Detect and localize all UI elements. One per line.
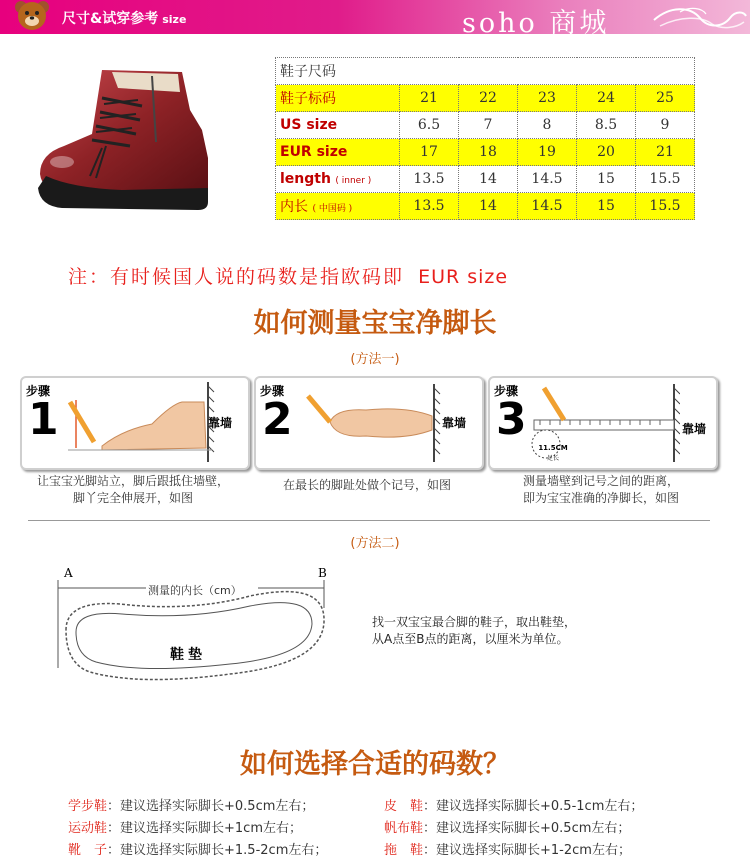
table-row <box>276 166 695 193</box>
wall-label: 靠墙 <box>442 416 467 430</box>
brand-name: soho 商城 <box>462 8 610 39</box>
size-table <box>275 57 695 220</box>
ruler-note: 足长 <box>546 455 559 462</box>
table-cell: 14.5 <box>518 193 577 220</box>
step-3-caption: 测量墙壁到记号之间的距离， 即为宝宝准确的净脚长，如图 <box>522 474 679 505</box>
step-label: 步骤 <box>26 384 51 398</box>
table-cell: 9 <box>636 112 695 139</box>
step-number: 3 <box>496 394 527 445</box>
step-2-panel <box>254 376 484 470</box>
wall-label: 靠墙 <box>208 416 233 430</box>
table-cell: 17 <box>400 139 459 166</box>
list-item: 运动鞋：建议选择实际脚长+1cm左右； <box>68 821 302 836</box>
table-cell: 25 <box>636 85 695 112</box>
eur-size-note: 注：有时候国人说的码数是指欧码即 EUR size <box>68 266 509 288</box>
boot-product-image <box>32 58 222 218</box>
row-label: length ( inner ) <box>276 166 400 193</box>
recommendation-list-left <box>68 796 327 862</box>
table-cell: 21 <box>636 139 695 166</box>
table-cell: 19 <box>518 139 577 166</box>
step-label: 步骤 <box>260 384 285 398</box>
page-title: 尺寸&试穿参考 size <box>62 11 187 27</box>
table-cell: 24 <box>577 85 636 112</box>
size-table-title: 鞋子尺码 <box>276 58 695 85</box>
table-cell: 13.5 <box>400 193 459 220</box>
wall-label: 靠墙 <box>682 422 707 436</box>
table-cell: 15 <box>577 193 636 220</box>
table-row <box>276 85 695 112</box>
table-cell: 15.5 <box>636 166 695 193</box>
table-cell: 6.5 <box>400 112 459 139</box>
step-2-caption: 在最长的脚趾处做个记号，如图 <box>282 478 451 492</box>
list-item: 学步鞋：建议选择实际脚长+0.5cm左右； <box>68 799 315 814</box>
foot-wall-illustration <box>62 382 232 464</box>
size-table-title-row <box>276 58 695 85</box>
table-row <box>276 139 695 166</box>
swirl-decoration-icon <box>650 2 748 32</box>
list-item: 靴 子：建议选择实际脚长+1.5-2cm左右； <box>68 843 328 858</box>
table-cell: 7 <box>459 112 518 139</box>
table-cell: 14 <box>459 166 518 193</box>
table-cell: 14 <box>459 193 518 220</box>
row-label: 内长 ( 中国码 ) <box>276 193 400 220</box>
section-divider <box>28 520 710 521</box>
insole-instructions: 找一双宝宝最合脚的鞋子，取出鞋垫， 从A点至B点的距离，以厘米为单位。 <box>372 615 577 646</box>
method-two-label: (方法二) <box>350 536 400 551</box>
table-row <box>276 112 695 139</box>
choose-size-heading: 如何选择合适的码数？ <box>240 749 510 780</box>
step-3-panel <box>488 376 718 470</box>
ruler-value: 11.5CM <box>538 444 568 452</box>
table-row <box>276 193 695 220</box>
step-number: 2 <box>262 394 293 445</box>
measure-heading: 如何测量宝宝净脚长 <box>253 308 497 339</box>
list-item: 拖 鞋：建议选择实际脚长+1-2cm左右； <box>384 843 631 858</box>
method-one-label: (方法一) <box>350 352 400 367</box>
row-label: 鞋子标码 <box>276 85 400 112</box>
row-label: EUR size <box>276 139 400 166</box>
table-cell: 15.5 <box>636 193 695 220</box>
table-cell: 22 <box>459 85 518 112</box>
table-cell: 23 <box>518 85 577 112</box>
list-item: 帆布鞋：建议选择实际脚长+0.5cm左右； <box>384 821 631 836</box>
table-cell: 8.5 <box>577 112 636 139</box>
point-b-label: B <box>318 566 327 580</box>
insole-label: 鞋垫 <box>170 647 206 663</box>
table-cell: 15 <box>577 166 636 193</box>
foot-mark-illustration <box>296 382 466 464</box>
table-cell: 20 <box>577 139 636 166</box>
table-cell: 13.5 <box>400 166 459 193</box>
table-cell: 21 <box>400 85 459 112</box>
step-1-caption: 让宝宝光脚站立，脚后跟抵住墙壁， 脚丫完全伸展开，如图 <box>36 474 229 505</box>
table-cell: 18 <box>459 139 518 166</box>
step-number: 1 <box>28 394 59 445</box>
point-a-label: A <box>64 566 73 580</box>
insole-dimension-label: 测量的内长（cm） <box>148 584 242 597</box>
recommendation-list-right <box>384 796 643 862</box>
step-1-panel <box>20 376 250 470</box>
table-cell: 8 <box>518 112 577 139</box>
bear-logo-icon <box>14 0 50 32</box>
table-cell: 14.5 <box>518 166 577 193</box>
list-item: 皮 鞋：建议选择实际脚长+0.5-1cm左右； <box>384 799 644 814</box>
step-label: 步骤 <box>494 384 519 398</box>
row-label: US size <box>276 112 400 139</box>
